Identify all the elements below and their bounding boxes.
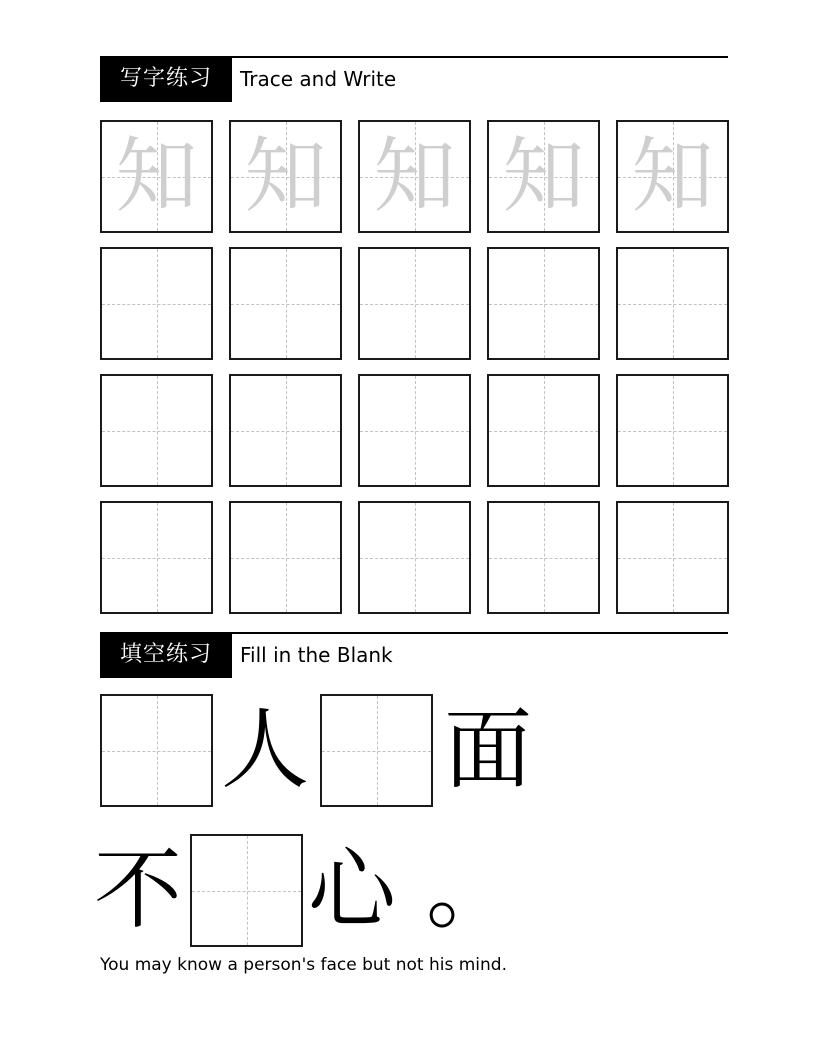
trace-cell[interactable] [229, 120, 342, 233]
blank-section-title: Fill in the Blank [240, 643, 393, 667]
trace-character: 知 [115, 129, 198, 224]
blank-section-tag: 填空练习 [100, 632, 232, 678]
writing-cell[interactable] [616, 247, 729, 360]
writing-cell[interactable] [358, 374, 471, 487]
trace-section-header [100, 56, 728, 102]
writing-cell[interactable] [229, 501, 342, 614]
writing-cell[interactable] [487, 247, 600, 360]
writing-cell[interactable] [616, 501, 729, 614]
trace-section-title: Trace and Write [240, 67, 397, 91]
blank-answer-box[interactable] [100, 694, 213, 807]
writing-cell[interactable] [100, 247, 213, 360]
trace-character: 知 [244, 129, 327, 224]
blank-answer-box[interactable] [190, 834, 303, 947]
writing-cell[interactable] [487, 374, 600, 487]
proverb-character: 不 [93, 838, 182, 941]
trace-cell[interactable] [487, 120, 600, 233]
trace-character: 知 [373, 129, 456, 224]
trace-character: 知 [502, 129, 585, 224]
blank-answer-box[interactable] [320, 694, 433, 807]
writing-cell[interactable] [358, 501, 471, 614]
writing-cell[interactable] [358, 247, 471, 360]
writing-cell[interactable] [100, 501, 213, 614]
proverb-punctuation: 。 [425, 838, 514, 941]
trace-character: 知 [631, 129, 714, 224]
writing-cell[interactable] [229, 374, 342, 487]
proverb-character: 面 [443, 698, 532, 801]
trace-cell[interactable] [616, 120, 729, 233]
writing-cell[interactable] [229, 247, 342, 360]
trace-cell[interactable] [358, 120, 471, 233]
practice-grid [100, 120, 729, 614]
blank-section-header [100, 632, 728, 678]
proverb-character: 心 [307, 838, 396, 941]
writing-cell[interactable] [616, 374, 729, 487]
proverb-translation: You may know a person's face but not his mind. [100, 955, 508, 975]
writing-cell[interactable] [100, 374, 213, 487]
writing-cell[interactable] [487, 501, 600, 614]
proverb-character: 人 [220, 698, 309, 801]
trace-cell[interactable] [100, 120, 213, 233]
trace-section-tag: 写字练习 [100, 56, 232, 102]
